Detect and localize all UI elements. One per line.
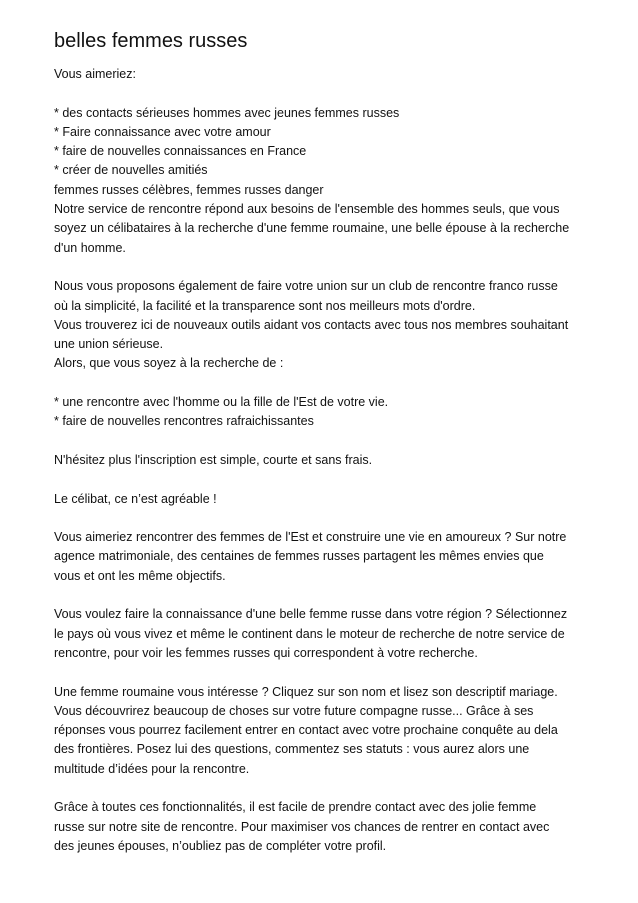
paragraph-gap	[54, 432, 599, 451]
paragraph-gap	[54, 258, 599, 277]
text-line: Vous découvrirez beaucoup de choses sur votre future compagne russe... Grâce à ses	[54, 703, 534, 718]
text-line: russe sur notre site de rencontre. Pour maximiser vos chances de rentrer en contact avec	[54, 819, 550, 834]
paragraph-gap	[54, 586, 599, 605]
text-line: * faire de nouvelles rencontres rafraichissantes	[54, 414, 314, 429]
paragraph-gap	[54, 84, 599, 103]
text-line: multitude d’idées pour la rencontre.	[54, 761, 250, 776]
text-line: soyez un célibataires à la recherche d'une femme roumaine, une belle épouse à la recherche	[54, 221, 570, 236]
text-line: Grâce à toutes ces fonctionnalités, il est facile de prendre contact avec des jolie femme	[54, 800, 537, 815]
text-line: d'un homme.	[54, 240, 126, 255]
text-line: vous et ont les même objectifs.	[54, 568, 226, 583]
paragraph-gap	[54, 779, 599, 798]
text-line: Une femme roumaine vous intéresse ? Cliquez sur son nom et lisez son descriptif mariage.	[54, 684, 558, 699]
paragraph-gap	[54, 509, 599, 528]
text-line: Vous voulez faire la connaissance d'une belle femme russe dans votre région ? Sélectionnez	[54, 607, 568, 622]
text-line: Vous aimeriez rencontrer des femmes de l'Est et construire une vie en amoureux ? Sur notre	[54, 530, 567, 545]
text-line: où la simplicité, la facilité et la transparence sont nos meilleurs mots d'ordre.	[54, 298, 476, 313]
paragraph-gap	[54, 470, 599, 489]
paragraph-gap	[54, 663, 599, 682]
text-line: Vous trouverez ici de nouveaux outils aidant vos contacts avec tous nos membres souhaitant	[54, 317, 569, 332]
text-line: Vous aimeriez:	[54, 67, 136, 81]
text-line: des jeunes épouses, n’oubliez pas de compléter votre profil.	[54, 838, 387, 853]
text-line: le pays où vous vivez et même le continent dans le moteur de recherche de notre service de	[54, 626, 565, 641]
text-line: * Faire connaissance avec votre amour	[54, 124, 271, 139]
text-line: * une rencontre avec l'homme ou la fille de l'Est de votre vie.	[54, 395, 389, 410]
text-line: réponses vous pourrez facilement entrer en contact avec votre prochaine conquête au dela	[54, 723, 558, 738]
document-body	[54, 65, 599, 856]
text-line: * des contacts sérieuses hommes avec jeunes femmes russes	[54, 105, 400, 120]
text-line: une union sérieuse.	[54, 337, 164, 352]
text-line: N'hésitez plus l'inscription est simple, courte et sans frais.	[54, 452, 373, 467]
document-page	[54, 28, 599, 856]
text-line: agence matrimoniale, des centaines de femmes russes partagent les mêmes envies que	[54, 549, 544, 564]
text-line: rencontre, pour voir les femmes russes qui correspondent à votre recherche.	[54, 645, 478, 660]
text-line: Notre service de rencontre répond aux besoins de l'ensemble des hommes seuls, que vous	[54, 202, 560, 217]
text-line: * faire de nouvelles connaissances en France	[54, 144, 307, 159]
text-line: Nous vous proposons également de faire votre union sur un club de rencontre franco russe	[54, 279, 558, 294]
text-line: des frontières. Posez lui des questions, commentez ses statuts : vous aurez alors une	[54, 742, 530, 757]
text-line: Le célibat, ce n’est agréable !	[54, 491, 217, 506]
document-title: belles femmes russes	[54, 30, 248, 52]
text-line: femmes russes célèbres, femmes russes danger	[54, 182, 324, 197]
paragraph-gap	[54, 374, 599, 393]
text-line: Alors, que vous soyez à la recherche de :	[54, 356, 284, 371]
text-line: * créer de nouvelles amitiés	[54, 163, 208, 178]
